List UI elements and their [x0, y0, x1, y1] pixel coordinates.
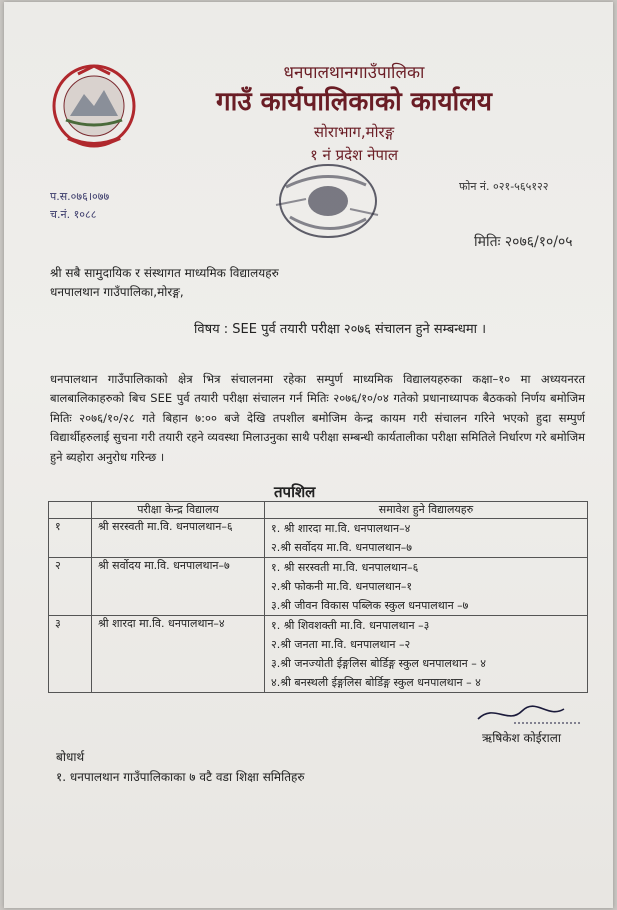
header-schools: समावेश हुने विद्यालयहरु [265, 502, 588, 519]
header-serial [49, 502, 92, 519]
exam-center: श्री शारदा मा.वि. धनपालथान–४ [92, 616, 265, 693]
office-seal-stamp [266, 157, 384, 247]
cc-item: १. धनपालथान गाउँपालिकाका ७ वटै वडा शिक्षा समितिहरु [56, 770, 305, 784]
school-item: ३.श्री जनज्योती ईङ्गलिस बोर्डिङ्ग स्कुल धनपालथान – ४ [271, 657, 486, 670]
phone-number: फोन नं. ०२१-५६५१२२ [459, 180, 549, 193]
municipality-name: धनपालथानगाउँपालिका [283, 63, 425, 83]
table-header-row [49, 502, 588, 519]
exam-center: श्री सरस्वती मा.वि. धनपालथान–६ [92, 519, 265, 558]
school-item: ३.श्री जीवन विकास पब्लिक स्कुल धनपालथान –७ [271, 599, 469, 612]
handwritten-signature [474, 699, 584, 727]
school-item: ४.श्री बनस्थली ईङ्गलिस बोर्डिङ्ग स्कुल धनपालथान – ४ [271, 676, 481, 689]
recipient-line-1: श्री सबै सामुदायिक र संस्थागत माध्यमिक विद्यालयहरु [50, 266, 279, 280]
row-number: ३ [49, 616, 92, 693]
included-schools [265, 558, 588, 616]
table-row [49, 558, 588, 616]
table-title: तपशिल [274, 483, 316, 501]
school-item: २.श्री फोकनी मा.वि. धनपालथान–१ [271, 580, 413, 593]
cc-label: बोधार्थ [56, 750, 85, 764]
table-row [49, 519, 588, 558]
row-number: १ [49, 519, 92, 558]
office-location: सोराभाग,मोरङ्ग [313, 123, 395, 141]
exam-center: श्री सर्वोदय मा.वि. धनपालथान–७ [92, 558, 265, 616]
included-schools [265, 616, 588, 693]
school-item: १. श्री शारदा मा.वि. धनपालथान–४ [271, 522, 411, 535]
school-item: २.श्री सर्वोदय मा.वि. धनपालथान–७ [271, 541, 412, 554]
letter-page [4, 2, 613, 908]
signatory-name: ऋषिकेश कोईराला [482, 731, 561, 745]
subject-line: विषय : SEE पुर्व तयारी परीक्षा २०७६ संचालन हुने सम्बन्धमा । [194, 322, 487, 337]
recipient-line-2: धनपालथान गाउँपालिका,मोरङ्ग, [50, 285, 184, 299]
school-item: १. श्री शिवशक्ती मा.वि. धनपालथान –३ [271, 619, 430, 632]
chalani-number: च.नं. १०८८ [50, 208, 97, 221]
table-row [49, 616, 588, 693]
row-number: २ [49, 558, 92, 616]
body-paragraph: धनपालथान गाउँपालिकाको क्षेत्र भित्र संचालनमा रहेका सम्पुर्ण माध्यमिक विद्यालयहरुका कक्षा–१० मा अध्ययनरत बालबालिकाहरुको बिच SEE पुर्व तयारी परीक्षा संचालन गर्न मितिः २०७६/१०/०४ गतेको प्रधानाध्यापक बैठकको निर्णय बमोजिम मितिः २०७६/१०/२८ गते बिहान ७:०० बजे देखि तपशील बमोजिम केन्द्र कायम गरी संचालन गरिने भएको हुदा सम्पुर्ण विद्यार्थीहरुलाई सुचना गरी तयारी रहने व्यवस्था मिलाउनुका साथै परीक्षा सम्बन्धी कार्यतालीका परीक्षा समितिले निर्धारण गरे बमोजिम हुने ब्यहोरा अनुरोध गरिन्छ । [50, 372, 585, 464]
school-item: २.श्री जनता मा.वि. धनपालथान –२ [271, 638, 411, 651]
patra-sankhya: प.स.०७६।०७७ [50, 190, 110, 203]
header-center: परीक्षा केन्द्र विद्यालय [92, 502, 265, 519]
letter-date: मितिः २०७६/१०/०५ [474, 234, 573, 250]
included-schools [265, 519, 588, 558]
exam-center-table [48, 501, 588, 693]
province-line: १ नं प्रदेश नेपाल [309, 146, 399, 164]
nepal-emblem-icon [48, 60, 140, 152]
school-item: १. श्री सरस्वती मा.वि. धनपालथान–६ [271, 561, 419, 574]
office-title: गाउँ कार्यपालिकाको कार्यालय [216, 87, 492, 117]
